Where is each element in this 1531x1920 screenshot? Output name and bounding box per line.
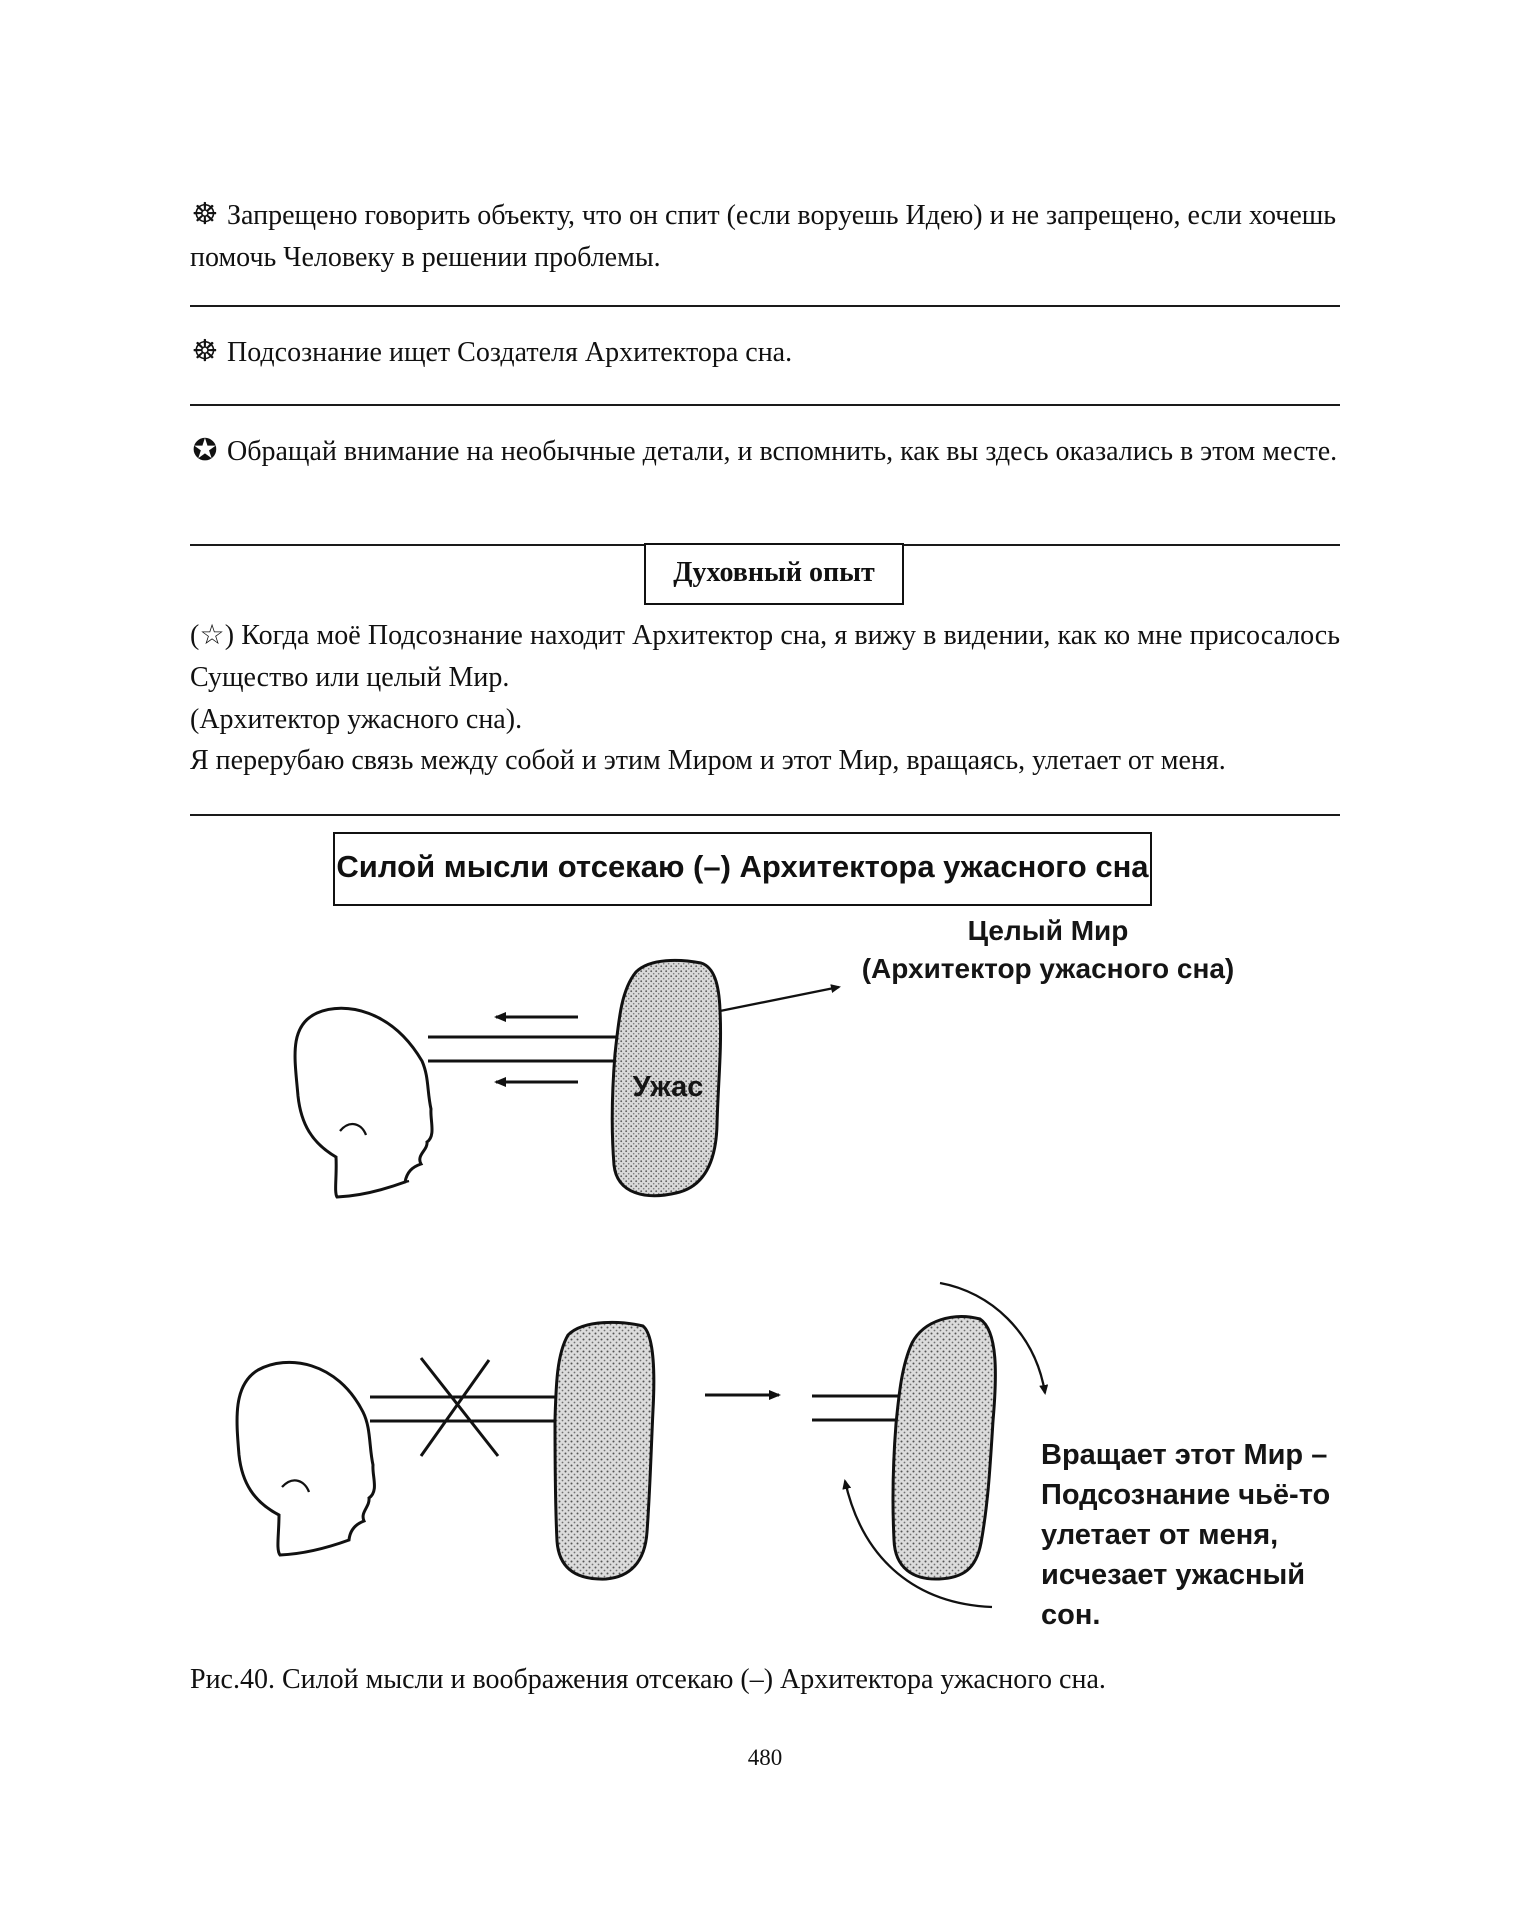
wheel-symbol-icon: ☸ — [191, 198, 219, 231]
paragraph-forbidden-text: Запрещено говорить объекту, что он спит (если воруешь Идею) и не запрещено, если хочешь помочь Человеку в решении проблемы. — [190, 200, 1337, 273]
experience-line-2: (Архитектор ужасного сна). — [190, 704, 523, 735]
experience-line-3: Я перерубаю связь между собой и этим Миром и этот Мир, вращаясь, улетает от меня. — [190, 745, 1226, 776]
world-blob-bottom-left — [555, 1322, 654, 1579]
figure-caption: Рис.40. Силой мысли и воображения отсекаю (–) Архитектора ужасного сна. — [190, 1664, 1106, 1695]
page-number: 480 — [747, 1745, 783, 1770]
star-circle-icon: ✪ — [192, 434, 218, 467]
world-label: Целый Мир (Архитектор ужасного сна) — [861, 915, 1235, 984]
head-outline-top — [295, 1008, 432, 1197]
detaching-lines — [812, 1396, 898, 1420]
spiritual-experience-heading: Духовный опыт — [644, 543, 904, 605]
connection-lines-top — [428, 1017, 620, 1082]
diagram-title-box: Силой мысли отсекаю (–) Архитектора ужасного сна — [333, 832, 1152, 906]
experience-line-1: Когда моё Подсознание находит Архитектор сна, я вижу в видении, как ко мне присосалось Существо или целый Мир. — [190, 620, 1341, 693]
horror-label: Ужас — [632, 1071, 704, 1103]
rotation-label: Вращает этот Мир – Подсознание чьё-то улетает от меня, исчезает ужасный сон. — [1041, 1439, 1331, 1631]
paragraph-subconscious-text: Подсознание ищет Создателя Архитектора сна. — [227, 337, 793, 368]
world-pointer-arrow — [720, 987, 839, 1011]
star-icon: (☆) — [190, 620, 235, 651]
head-outline-bottom — [237, 1362, 374, 1555]
wheel-symbol-icon: ☸ — [191, 335, 219, 368]
severed-connection — [370, 1358, 555, 1456]
world-blob-bottom-right — [893, 1317, 995, 1580]
paragraph-attention-text: Обращай внимание на необычные детали, и вспомнить, как вы здесь оказались в этом месте. — [227, 436, 1338, 467]
